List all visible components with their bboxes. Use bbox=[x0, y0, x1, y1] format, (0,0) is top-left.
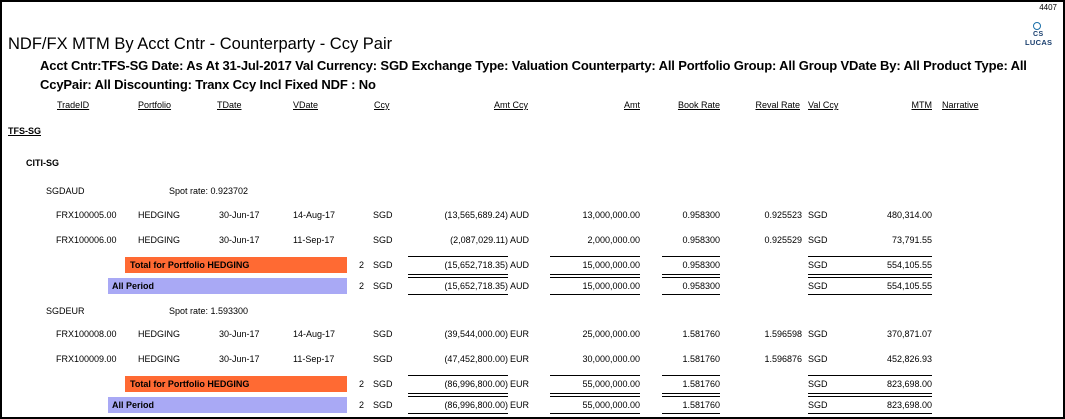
mtm: 480,314.00 bbox=[886, 210, 932, 220]
rule bbox=[408, 396, 508, 397]
rule bbox=[408, 274, 508, 275]
col-header-mtm: MTM bbox=[911, 100, 932, 110]
total-book-rate: 1.581760 bbox=[682, 379, 720, 389]
ccy: SGD bbox=[373, 329, 393, 339]
amt: 30,000,000.00 bbox=[582, 354, 640, 364]
all-period-label: All Period bbox=[112, 281, 155, 291]
rule bbox=[408, 375, 508, 376]
all-period-mtm: 823,698.00 bbox=[886, 400, 932, 410]
reval-rate: 0.925529 bbox=[764, 235, 802, 245]
rule bbox=[808, 375, 932, 376]
trade-id: FRX100005.00 bbox=[56, 210, 117, 220]
col-header-amt: Amt bbox=[623, 100, 640, 110]
portfolio-total-label: Total for Portfolio HEDGING bbox=[130, 379, 250, 389]
total-mtm: 823,698.00 bbox=[886, 379, 932, 389]
page-number: 4407 bbox=[1039, 3, 1057, 12]
total-amt-ccy: (86,996,800.00) bbox=[444, 379, 508, 389]
rule bbox=[408, 294, 508, 295]
amt: 25,000,000.00 bbox=[582, 329, 640, 339]
report-params-line-1: Acct Cntr:TFS-SG Date: As At 31-Jul-2017 Val Currency: SGD Exchange Type: Valuation Counterparty: All Portfolio Group: All Group VDate By: All Product Type: All bbox=[40, 58, 1027, 73]
rule bbox=[662, 274, 720, 275]
ccy: SGD bbox=[373, 235, 393, 245]
val-ccy: SGD bbox=[808, 235, 828, 245]
rule bbox=[408, 413, 508, 414]
rule bbox=[808, 274, 932, 275]
ccy2: AUD bbox=[510, 235, 530, 245]
all-period-val-ccy: SGD bbox=[808, 400, 828, 410]
trade-id: FRX100006.00 bbox=[56, 235, 117, 245]
portfolio-total-label: Total for Portfolio HEDGING bbox=[130, 260, 250, 270]
rule bbox=[550, 274, 640, 275]
col-header-portfolio: Portfolio bbox=[138, 100, 172, 110]
total-book-rate: 0.958300 bbox=[682, 260, 720, 270]
logo-cs-text: CS bbox=[1033, 31, 1044, 38]
col-header-tradeid: TradeID bbox=[57, 100, 90, 110]
rule bbox=[408, 277, 508, 278]
col-header-ccy: Ccy bbox=[374, 100, 390, 110]
total-amt: 15,000,000.00 bbox=[582, 260, 640, 270]
all-period-label: All Period bbox=[112, 400, 155, 410]
all-period-ccy: SGD bbox=[373, 281, 393, 291]
ccy2: EUR bbox=[510, 329, 530, 339]
all-period-amt-ccy: (15,652,718.35) bbox=[444, 281, 508, 291]
amt-ccy: (47,452,800.00) bbox=[444, 354, 508, 364]
vdate: 11-Sep-17 bbox=[293, 354, 335, 364]
total-amt-ccy: (15,652,718.35) bbox=[444, 260, 508, 270]
amt: 13,000,000.00 bbox=[582, 210, 640, 220]
total-ccy2: AUD bbox=[510, 260, 530, 270]
rule bbox=[550, 256, 640, 257]
total-amt: 55,000,000.00 bbox=[582, 379, 640, 389]
ccy2: AUD bbox=[510, 210, 530, 220]
logo-mark-icon bbox=[1033, 22, 1041, 30]
portfolio: HEDGING bbox=[138, 354, 181, 364]
rule bbox=[408, 393, 508, 394]
ccy: SGD bbox=[373, 210, 393, 220]
total-count: 2 bbox=[359, 379, 365, 389]
tdate: 30-Jun-17 bbox=[219, 210, 260, 220]
total-count: 2 bbox=[359, 260, 365, 270]
all-period-count: 2 bbox=[359, 400, 365, 410]
rule bbox=[662, 256, 720, 257]
rule bbox=[662, 294, 720, 295]
book-rate: 0.958300 bbox=[682, 210, 720, 220]
rule bbox=[550, 277, 640, 278]
all-period-ccy2: AUD bbox=[510, 281, 530, 291]
counterparty-heading: CITI-SG bbox=[26, 158, 59, 168]
rule bbox=[808, 256, 932, 257]
rule bbox=[550, 393, 640, 394]
all-period-count: 2 bbox=[359, 281, 365, 291]
col-header-book-rate: Book Rate bbox=[677, 100, 720, 110]
vdate: 14-Aug-17 bbox=[293, 210, 336, 220]
tdate: 30-Jun-17 bbox=[219, 329, 260, 339]
rule bbox=[662, 375, 720, 376]
total-ccy: SGD bbox=[373, 260, 393, 270]
cs-lucas-logo bbox=[1021, 22, 1055, 50]
portfolio: HEDGING bbox=[138, 210, 181, 220]
col-header-tdate: TDate bbox=[217, 100, 242, 110]
report-title: NDF/FX MTM By Acct Cntr - Counterparty - Ccy Pair bbox=[8, 35, 393, 53]
amt-ccy: (13,565,689.24) bbox=[444, 210, 508, 220]
book-rate: 1.581760 bbox=[682, 329, 720, 339]
amt: 2,000,000.00 bbox=[587, 235, 640, 245]
col-header-reval-rate: Reval Rate bbox=[755, 100, 800, 110]
reval-rate: 0.925523 bbox=[764, 210, 802, 220]
all-period-amt: 55,000,000.00 bbox=[582, 400, 640, 410]
val-ccy: SGD bbox=[808, 354, 828, 364]
ccy: SGD bbox=[373, 354, 393, 364]
rule bbox=[550, 375, 640, 376]
col-header-vdate: VDate bbox=[293, 100, 319, 110]
mtm: 370,871.07 bbox=[886, 329, 932, 339]
portfolio: HEDGING bbox=[138, 235, 181, 245]
col-header-amt-ccy: Amt Ccy bbox=[493, 100, 528, 110]
rule bbox=[550, 294, 640, 295]
spot-rate: Spot rate: 0.923702 bbox=[169, 186, 249, 196]
book-rate: 1.581760 bbox=[682, 354, 720, 364]
total-mtm: 554,105.55 bbox=[886, 260, 932, 270]
spot-rate: Spot rate: 1.593300 bbox=[169, 306, 249, 316]
ccy2: EUR bbox=[510, 354, 530, 364]
rule bbox=[662, 413, 720, 414]
vdate: 11-Sep-17 bbox=[293, 235, 335, 245]
rule bbox=[808, 294, 932, 295]
amt-ccy: (39,544,000.00) bbox=[444, 329, 508, 339]
all-period-book-rate: 0.958300 bbox=[682, 281, 720, 291]
report-params-line-2: CcyPair: All Discounting: Tranx Ccy Incl Fixed NDF : No bbox=[40, 77, 376, 92]
trade-id: FRX100009.00 bbox=[56, 354, 117, 364]
all-period-ccy: SGD bbox=[373, 400, 393, 410]
all-period-book-rate: 1.581760 bbox=[682, 400, 720, 410]
col-header-narrative: Narrative bbox=[942, 100, 979, 110]
rule bbox=[808, 396, 932, 397]
total-ccy2: EUR bbox=[510, 379, 530, 389]
total-val-ccy: SGD bbox=[808, 260, 828, 270]
portfolio: HEDGING bbox=[138, 329, 181, 339]
rule bbox=[662, 396, 720, 397]
all-period-ccy2: EUR bbox=[510, 400, 530, 410]
rule bbox=[662, 277, 720, 278]
tdate: 30-Jun-17 bbox=[219, 354, 260, 364]
logo-lucas-text: LUCAS bbox=[1025, 38, 1053, 47]
rule bbox=[550, 396, 640, 397]
col-header-val-ccy: Val Ccy bbox=[808, 100, 839, 110]
rule bbox=[662, 393, 720, 394]
all-period-amt-ccy: (86,996,800.00) bbox=[444, 400, 508, 410]
acct-center-heading: TFS-SG bbox=[8, 126, 41, 136]
rule bbox=[808, 277, 932, 278]
val-ccy: SGD bbox=[808, 210, 828, 220]
vdate: 14-Aug-17 bbox=[293, 329, 336, 339]
total-ccy: SGD bbox=[373, 379, 393, 389]
rule bbox=[808, 393, 932, 394]
all-period-amt: 15,000,000.00 bbox=[582, 281, 640, 291]
tdate: 30-Jun-17 bbox=[219, 235, 260, 245]
amt-ccy: (2,087,029.11) bbox=[450, 235, 508, 245]
ccy-pair-label: SGDEUR bbox=[46, 306, 85, 316]
mtm: 452,826.93 bbox=[886, 354, 932, 364]
reval-rate: 1.596876 bbox=[764, 354, 802, 364]
rule bbox=[408, 256, 508, 257]
ccy-pair-label: SGDAUD bbox=[46, 186, 85, 196]
reval-rate: 1.596598 bbox=[764, 329, 802, 339]
val-ccy: SGD bbox=[808, 329, 828, 339]
all-period-mtm: 554,105.55 bbox=[886, 281, 932, 291]
all-period-val-ccy: SGD bbox=[808, 281, 828, 291]
trade-id: FRX100008.00 bbox=[56, 329, 117, 339]
book-rate: 0.958300 bbox=[682, 235, 720, 245]
rule bbox=[808, 413, 932, 414]
mtm: 73,791.55 bbox=[891, 235, 932, 245]
rule bbox=[550, 413, 640, 414]
total-val-ccy: SGD bbox=[808, 379, 828, 389]
